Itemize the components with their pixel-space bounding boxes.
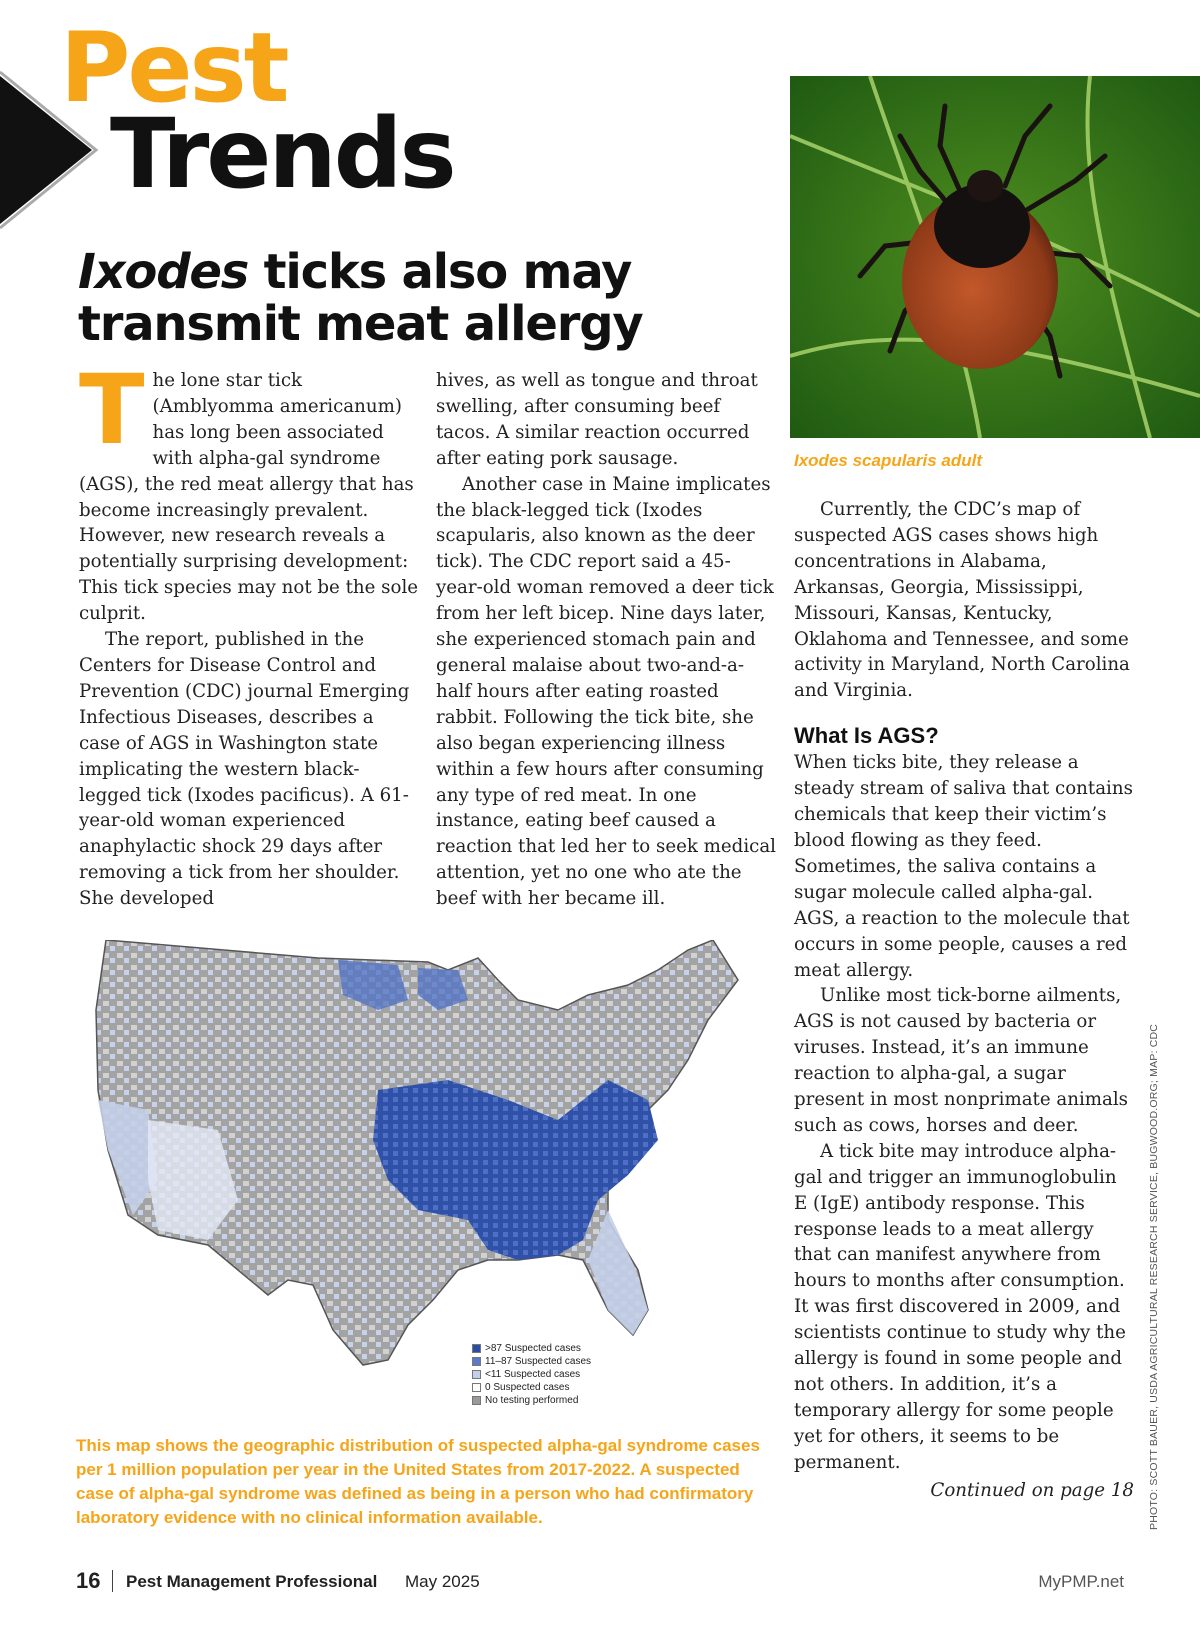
footer-divider	[112, 1570, 113, 1592]
headline-italic: Ixodes	[78, 244, 249, 300]
photo-caption-rest: adult	[936, 451, 983, 470]
tick-photo	[790, 76, 1200, 438]
legend-item	[472, 1381, 591, 1394]
map-legend	[472, 1342, 591, 1407]
magazine-name: Pest Management Professional	[126, 1572, 378, 1591]
legend-swatch	[472, 1370, 481, 1379]
headline-rest: ticks also may transmit meat allergy	[78, 244, 643, 352]
tick-photo-image	[790, 76, 1200, 438]
website-url[interactable]: MyPMP.net	[1038, 1572, 1124, 1591]
legend-item	[472, 1342, 591, 1355]
legend-item	[472, 1368, 591, 1381]
legend-item	[472, 1394, 591, 1407]
paragraph: When ticks bite, they release a steady stream of saliva that contains chemicals that keep their victim’s blood flowing as they feed. Sometimes, the saliva contains a sugar molecule called alpha-gal. AGS, a reaction to the molecule that occurs in some people, causes a red meat allergy.	[794, 752, 1133, 981]
legend-label: No testing performed	[485, 1395, 579, 1406]
article-column-3	[794, 497, 1134, 1504]
photo-credit: PHOTO: SCOTT BAUER, USDA AGRICULTURAL RESEARCH SERVICE, BUGWOOD.ORG; MAP: CDC	[1148, 1023, 1160, 1530]
legend-swatch	[472, 1344, 481, 1353]
drop-cap: T	[79, 354, 145, 466]
article-column-1	[79, 354, 419, 912]
page-footer	[76, 1568, 1124, 1598]
paragraph: A tick bite may introduce alpha-gal and trigger an immunoglobulin E (IgE) antibody response. This response leads to a meat allergy that can manifest anywhere from hours to months after consumption. It was first discovered in 2009, and scientists continue to study why the allergy is found in some people and not others. In addition, it’s a temporary allergy for some people yet for others, it seems to be permanent.	[794, 1140, 1126, 1473]
issue-date: May 2025	[405, 1572, 480, 1591]
us-map-graphic	[88, 940, 778, 1420]
article-headline	[78, 246, 768, 350]
legend-label: 11–87 Suspected cases	[485, 1356, 592, 1367]
paragraph: Another case in Maine implicates the black-legged tick (Ixodes scapularis, also known as the deer tick). The CDC report said a 45-year-old woman removed a deer tick from her left bicep. Nine days later, she experienced stomach pain and general malaise about two-and-a-half hours after eating roasted rabbit. Following the tick bite, she also began experiencing illness within a few hours after consuming any type of red meat. In one instance, eating beef caused a reaction that led her to seek medical attention, yet no one who ate the beef with her became ill.	[436, 473, 776, 910]
section-kicker-pest: Pest	[60, 12, 287, 124]
paragraph: he lone star tick (Amblyomma americanum) has long been associated with alpha-gal syndrome (AGS), the red meat allergy that has become increasingly prevalent. However, new research reveals a potentially surprising development: This tick species may not be the sole culprit.	[79, 370, 419, 625]
legend-item	[472, 1355, 591, 1368]
legend-label: <11 Suspected cases	[485, 1369, 581, 1380]
subhead: What Is AGS?	[794, 723, 939, 749]
legend-label: 0 Suspected cases	[485, 1382, 570, 1393]
paragraph: hives, as well as tongue and throat swelling, after consuming beef tacos. A similar reaction occurred after eating pork sausage.	[436, 370, 758, 469]
section-kicker-trends: Trends	[110, 98, 454, 210]
map-caption: This map shows the geographic distribution of suspected alpha-gal syndrome cases per 1 million population per year in the United States from 2017-2022. A suspected case of alpha-gal syndrome was defined as being in a person who had confirmatory laboratory evidence with no clinical information available.	[76, 1436, 760, 1527]
legend-label: >87 Suspected cases	[485, 1343, 581, 1354]
photo-caption-species: Ixodes scapularis	[794, 451, 937, 470]
paragraph: The report, published in the Centers for Disease Control and Prevention (CDC) journal Emerging Infectious Diseases, describes a case of AGS in Washington state implicating the western black-legged tick (Ixodes pacificus). A 61-year-old woman experienced anaphylactic shock 29 days after removing a tick from her shoulder. She developed	[79, 629, 410, 910]
legend-swatch	[472, 1357, 481, 1366]
legend-swatch	[472, 1383, 481, 1392]
continued-note: Continued on page 18	[930, 1479, 1134, 1501]
page-number: 16	[76, 1568, 101, 1593]
photo-caption	[794, 451, 982, 471]
alpha-gal-map	[88, 940, 778, 1420]
article-column-2	[436, 368, 776, 912]
paragraph: Currently, the CDC’s map of suspected AGS cases shows high concentrations in Alabama, Arkansas, Georgia, Mississippi, Missouri, Kansas, Kentucky, Oklahoma and Tennessee, and some activity in Maryland, North Carolina and Virginia.	[794, 499, 1130, 702]
paragraph: Unlike most tick-borne ailments, AGS is not caused by bacteria or viruses. Instead, it’s an immune reaction to alpha-gal, a sugar present in most nonprimate animals such as cows, horses and deer.	[794, 985, 1129, 1136]
legend-swatch	[472, 1396, 481, 1405]
